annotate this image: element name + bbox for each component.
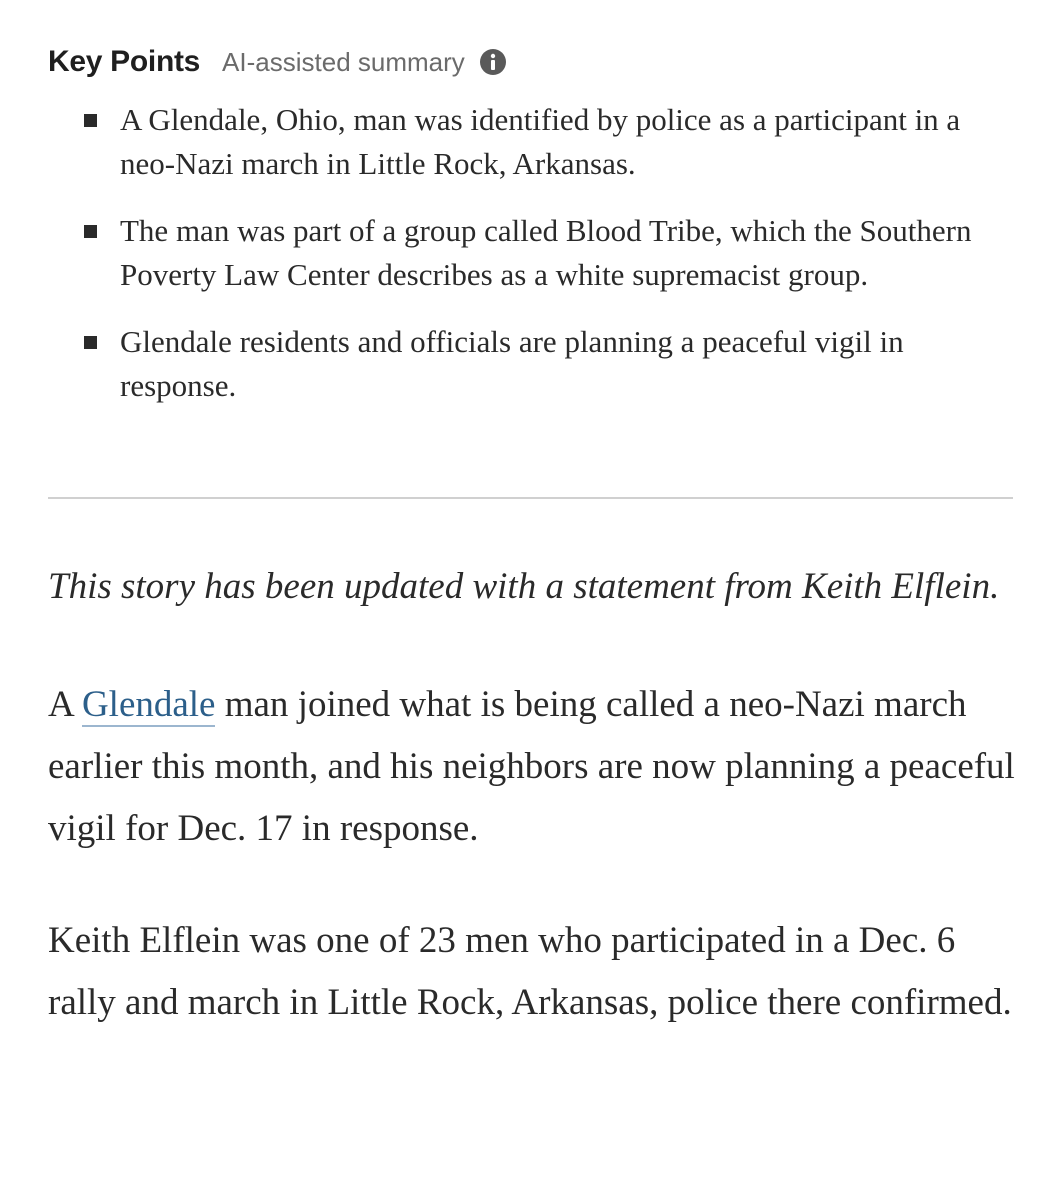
- article-paragraph-2: Keith Elflein was one of 23 men who participated in a Dec. 6 rally and march in Little Rock, Arkansas, police there confirmed.: [48, 920, 1012, 1023]
- key-points-header: [48, 40, 1013, 84]
- article-body: [48, 556, 1023, 1084]
- update-note: This story has been updated with a statement from Keith Elflein.: [48, 566, 1000, 607]
- glendale-link[interactable]: Glendale: [81, 684, 216, 725]
- bullet-icon: [84, 225, 97, 238]
- key-points-list: [48, 98, 1013, 408]
- key-point-item: [48, 209, 1013, 297]
- key-point-text: The man was part of a group called Blood Tribe, which the Southern Poverty Law Center describes as a white supremacist group.: [120, 213, 972, 292]
- article-paragraph-1: [48, 674, 1023, 860]
- key-point-text: A Glendale, Ohio, man was identified by police as a participant in a neo-Nazi march in Little Rock, Arkansas.: [120, 102, 961, 181]
- paragraph-prefix: A: [48, 684, 82, 725]
- key-point-item: [48, 98, 1013, 186]
- key-points-section: [48, 40, 1013, 431]
- bullet-icon: [84, 336, 97, 349]
- key-point-text: Glendale residents and officials are planning a peaceful vigil in response.: [120, 324, 904, 403]
- key-points-subtitle: AI-assisted summary: [222, 46, 465, 77]
- info-icon[interactable]: [479, 48, 507, 76]
- key-point-item: [48, 320, 1013, 408]
- section-divider: [48, 497, 1013, 499]
- paragraph-suffix: man joined what is being called a neo-Nazi march earlier this month, and his neighbors are now planning a peaceful vigil for Dec. 17 in response.: [48, 684, 1015, 849]
- key-points-title: Key Points: [48, 45, 201, 78]
- bullet-icon: [84, 114, 97, 127]
